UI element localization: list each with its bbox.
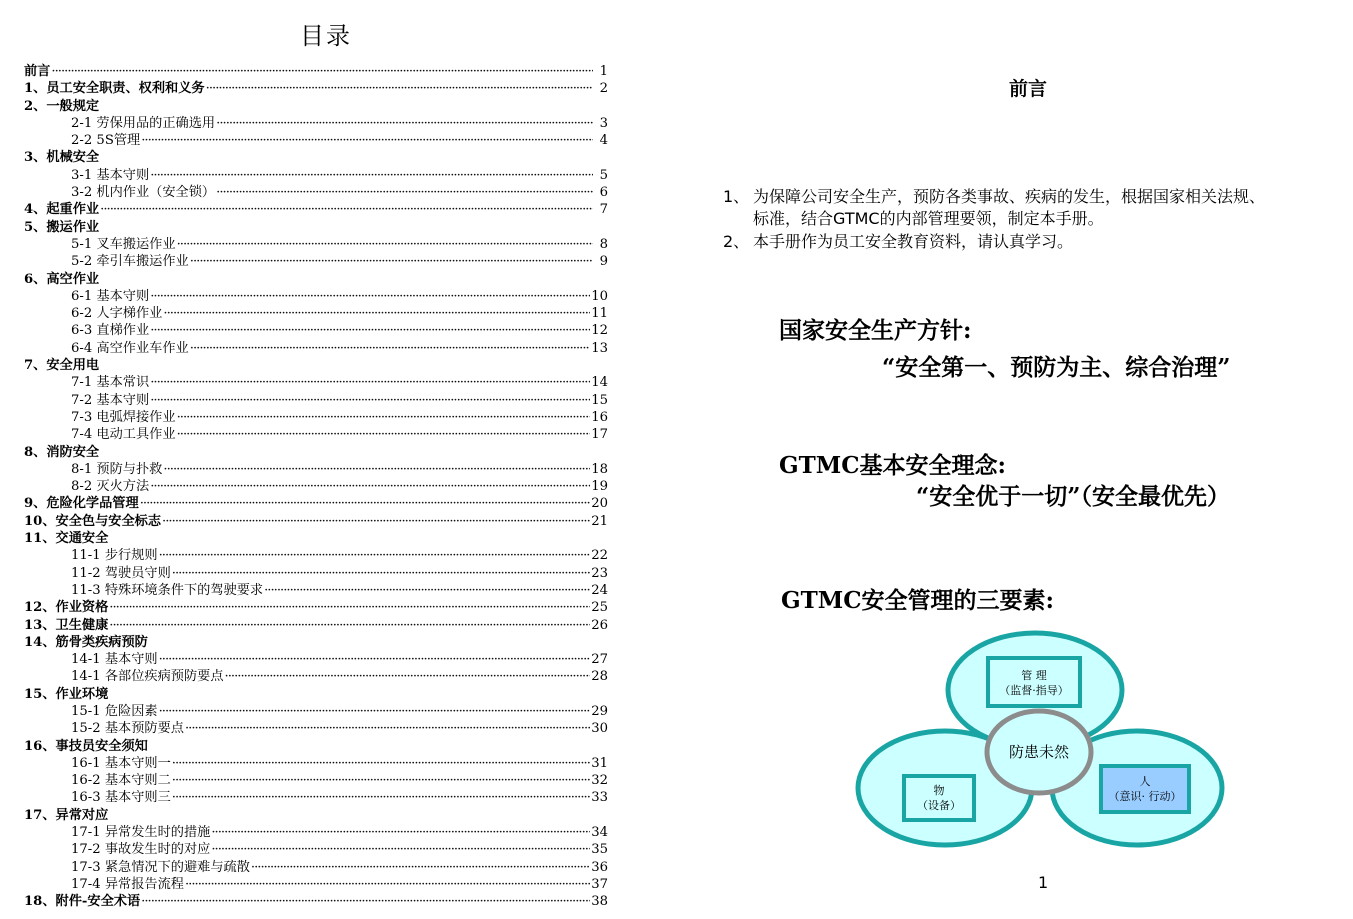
toc-entry-text: 6-3 直梯作业: [71, 323, 150, 339]
toc-entry-text: 前言: [24, 64, 51, 79]
toc-entry-page: 10: [591, 288, 608, 304]
toc-entry: [24, 305, 608, 322]
toc-entry-text: 16-1 基本守则一: [71, 755, 171, 771]
toc-entry-page: 4: [599, 133, 608, 149]
preface-title: 前言: [1009, 78, 1048, 100]
toc-entry: [24, 461, 608, 478]
toc-entry: [24, 651, 608, 668]
toc-page: [0, 0, 640, 919]
toc-leader-dots: [211, 824, 590, 841]
toc-entry: [24, 288, 608, 305]
toc-entry-text: 11、交通安全: [24, 531, 109, 547]
toc-entry-text: 7-2 基本守则: [71, 392, 150, 408]
toc-leader-dots: [251, 859, 590, 876]
label-equipment-sub: （设备）: [917, 799, 961, 812]
toc-entry-page: 14: [591, 375, 608, 391]
toc-entry-text: 14-1 基本守则: [71, 652, 158, 668]
toc-leader-dots: [216, 184, 593, 201]
toc-entry: [24, 565, 608, 582]
toc-list: [24, 63, 608, 911]
toc-leader-dots: [185, 876, 590, 893]
toc-entry-page: 6: [599, 185, 608, 201]
toc-entry: [24, 167, 608, 184]
toc-entry: [24, 720, 608, 737]
toc-entry: [24, 703, 608, 720]
toc-entry: [24, 115, 608, 132]
preface-item-2: [723, 231, 1073, 253]
toc-entry-page: 34: [591, 825, 608, 841]
toc-leader-dots: [177, 236, 593, 253]
preface-item-text-line2: 标准，结合GTMC的内部管理要领，制定本手册。: [753, 209, 1104, 228]
toc-entry-page: 15: [591, 392, 608, 408]
toc-entry: [24, 824, 608, 841]
toc-entry-text: 8-2 灭火方法: [71, 479, 150, 495]
toc-leader-dots: [159, 703, 591, 720]
label-center: 防患未然: [1008, 743, 1070, 761]
toc-entry-page: 5: [599, 167, 608, 183]
toc-entry-text: 14、筋骨类疾病预防: [24, 634, 148, 650]
toc-leader-dots: [150, 478, 590, 495]
toc-entry: [24, 772, 608, 789]
toc-entry-text: 15、作业环境: [24, 686, 109, 702]
toc-leader-dots: [172, 789, 590, 806]
toc-entry-text: 7、安全用电: [24, 358, 100, 374]
toc-entry-page: 26: [591, 617, 608, 633]
toc-entry-text: 17-1 异常发生时的措施: [71, 825, 211, 841]
toc-leader-dots: [159, 547, 591, 564]
concept-label: GTMC基本安全理念:: [779, 452, 1007, 479]
label-equipment: 物: [933, 784, 945, 797]
toc-entry: [24, 478, 608, 495]
toc-entry-page: 19: [591, 479, 608, 495]
toc-leader-dots: [159, 651, 591, 668]
toc-entry-page: 28: [591, 669, 608, 685]
toc-entry-text: 9、危险化学品管理: [24, 496, 139, 512]
toc-entry-page: 21: [591, 513, 608, 529]
toc-entry-text: 7-1 基本常识: [71, 375, 150, 391]
toc-entry: [24, 841, 608, 858]
toc-entry-page: 36: [591, 859, 608, 875]
toc-entry-text: 5-2 牵引车搬运作业: [71, 254, 189, 270]
toc-leader-dots: [51, 63, 593, 80]
toc-entry: [24, 686, 608, 703]
toc-leader-dots: [177, 409, 591, 426]
toc-leader-dots: [225, 668, 591, 685]
preface-item-text-line1: 为保障公司安全生产，预防各类事故、疾病的发生，根据国家相关法规、: [753, 187, 1266, 206]
toc-leader-dots: [163, 305, 590, 322]
preface-item-number: 2、: [723, 232, 750, 251]
toc-leader-dots: [141, 132, 593, 149]
toc-entry: [24, 409, 608, 426]
toc-entry-text: 8-1 预防与扑救: [71, 461, 163, 477]
toc-entry: [24, 859, 608, 876]
toc-entry: [24, 495, 608, 512]
toc-entry-text: 17-4 异常报告流程: [71, 876, 184, 892]
toc-entry-page: 30: [591, 721, 608, 737]
label-management: 管 理: [1021, 669, 1047, 682]
toc-entry: [24, 271, 608, 288]
toc-leader-dots: [100, 201, 593, 218]
toc-entry: [24, 357, 608, 374]
policy-label: 国家安全生产方针:: [779, 317, 972, 344]
toc-leader-dots: [172, 772, 590, 789]
toc-leader-dots: [190, 253, 593, 270]
toc-leader-dots: [172, 565, 590, 582]
label-people: 人: [1139, 775, 1151, 788]
toc-entry: [24, 253, 608, 270]
box-people: [1101, 766, 1189, 812]
toc-entry: [24, 530, 608, 547]
toc-entry: [24, 149, 608, 166]
toc-entry: [24, 738, 608, 755]
toc-entry-text: 17、异常对应: [24, 807, 109, 823]
preface-item-number: 1、: [723, 187, 750, 206]
toc-entry: [24, 322, 608, 339]
toc-entry-text: 8、消防安全: [24, 444, 100, 460]
toc-entry-page: 23: [591, 565, 608, 581]
toc-entry-page: 31: [591, 755, 608, 771]
toc-entry-page: 3: [599, 115, 608, 131]
toc-entry: [24, 668, 608, 685]
toc-leader-dots: [141, 893, 590, 910]
toc-entry-page: 11: [591, 306, 608, 322]
toc-entry-text: 6、高空作业: [24, 271, 100, 287]
toc-entry: [24, 807, 608, 824]
toc-entry-text: 17-3 紧急情况下的避难与疏散: [71, 859, 250, 875]
toc-entry-text: 5-1 叉车搬运作业: [71, 236, 176, 252]
toc-entry-text: 11-3 特殊环境条件下的驾驶要求: [71, 582, 264, 598]
label-management-sub: （监督·指导）: [999, 684, 1069, 697]
toc-entry-text: 3-1 基本守则: [71, 167, 150, 183]
toc-entry: [24, 219, 608, 236]
toc-entry: [24, 63, 608, 80]
toc-entry-text: 1、员工安全职责、权利和义务: [24, 81, 205, 97]
toc-entry-page: 35: [591, 842, 608, 858]
policy-text: “安全第一、预防为主、综合治理”: [882, 354, 1231, 381]
toc-entry-text: 14-1 各部位疾病预防要点: [71, 669, 224, 685]
toc-leader-dots: [150, 374, 590, 391]
toc-entry-text: 6-4 高空作业车作业: [71, 340, 189, 356]
toc-leader-dots: [150, 322, 590, 339]
toc-entry: [24, 617, 608, 634]
three-elements-diagram: [855, 628, 1225, 860]
toc-leader-dots: [177, 426, 591, 443]
toc-entry: [24, 392, 608, 409]
toc-entry-text: 10、安全色与安全标志: [24, 513, 162, 529]
toc-entry: [24, 893, 608, 910]
toc-entry: [24, 755, 608, 772]
toc-leader-dots: [140, 495, 591, 512]
toc-entry: [24, 201, 608, 218]
toc-entry-text: 15-1 危险因素: [71, 703, 158, 719]
toc-entry-text: 6-2 人字梯作业: [71, 306, 163, 322]
toc-entry-page: 2: [599, 81, 608, 97]
toc-entry-page: 12: [591, 323, 608, 339]
toc-entry-text: 3、机械安全: [24, 150, 100, 166]
toc-entry: [24, 184, 608, 201]
toc-entry: [24, 599, 608, 616]
toc-entry: [24, 876, 608, 893]
toc-leader-dots: [185, 720, 590, 737]
toc-entry-text: 7-3 电弧焊接作业: [71, 409, 176, 425]
page-number: 1: [1038, 873, 1049, 892]
toc-leader-dots: [206, 80, 593, 97]
toc-entry: [24, 374, 608, 391]
toc-title: 目录: [300, 22, 352, 50]
toc-entry-text: 3-2 机内作业（安全锁）: [71, 185, 216, 201]
toc-entry: [24, 634, 608, 651]
toc-leader-dots: [109, 617, 590, 634]
toc-entry-page: 22: [591, 548, 608, 564]
toc-entry-text: 16-3 基本守则三: [71, 790, 171, 806]
toc-leader-dots: [150, 288, 590, 305]
toc-leader-dots: [190, 340, 590, 357]
toc-entry-text: 16、事技员安全须知: [24, 738, 148, 754]
label-people-sub: （意识· 行动）: [1108, 790, 1182, 803]
toc-entry-page: 33: [591, 790, 608, 806]
toc-entry-text: 18、附件-安全术语: [24, 894, 141, 910]
toc-entry: [24, 340, 608, 357]
toc-leader-dots: [264, 582, 590, 599]
toc-entry-page: 20: [591, 496, 608, 512]
preface-item-text: 本手册作为员工安全教育资料，请认真学习。: [753, 232, 1074, 251]
toc-entry-page: 32: [591, 773, 608, 789]
toc-leader-dots: [172, 755, 590, 772]
toc-entry-text: 13、卫生健康: [24, 617, 109, 633]
toc-entry-text: 2、一般规定: [24, 98, 100, 114]
toc-leader-dots: [163, 461, 590, 478]
toc-entry: [24, 513, 608, 530]
toc-entry-text: 6-1 基本守则: [71, 288, 150, 304]
elements-label: GTMC安全管理的三要素:: [781, 587, 1055, 614]
toc-entry-text: 5、搬运作业: [24, 219, 100, 235]
toc-entry-page: 37: [591, 876, 608, 892]
toc-entry: [24, 236, 608, 253]
toc-entry-text: 11-2 驾驶员守则: [71, 565, 171, 581]
toc-leader-dots: [162, 513, 590, 530]
toc-entry-text: 17-2 事故发生时的对应: [71, 842, 211, 858]
toc-leader-dots: [216, 115, 593, 132]
box-management: [988, 658, 1080, 706]
toc-entry-text: 16-2 基本守则二: [71, 773, 171, 789]
toc-entry-page: 17: [591, 427, 608, 443]
toc-entry-page: 13: [591, 340, 608, 356]
preface-item-1: [723, 186, 1343, 230]
toc-entry-text: 2-2 5S管理: [71, 133, 141, 149]
toc-entry-page: 9: [599, 254, 608, 270]
toc-entry: [24, 789, 608, 806]
toc-entry-page: 7: [599, 202, 608, 218]
preface-page: [680, 0, 1353, 919]
toc-entry: [24, 582, 608, 599]
toc-entry-text: 2-1 劳保用品的正确选用: [71, 115, 216, 131]
toc-entry-text: 12、作业资格: [24, 600, 109, 616]
toc-entry-page: 1: [599, 64, 608, 79]
toc-entry-page: 8: [599, 236, 608, 252]
toc-entry-page: 27: [591, 652, 608, 668]
toc-entry-page: 24: [591, 582, 608, 598]
toc-leader-dots: [150, 392, 590, 409]
concept-text: “安全优于一切”（安全最优先）: [916, 483, 1230, 510]
toc-entry-page: 16: [591, 409, 608, 425]
box-equipment: [904, 776, 974, 820]
toc-entry-text: 11-1 步行规则: [71, 548, 158, 564]
toc-entry-text: 15-2 基本预防要点: [71, 721, 184, 737]
toc-entry-page: 29: [591, 703, 608, 719]
toc-entry-text: 7-4 电动工具作业: [71, 427, 176, 443]
toc-entry-text: 4、起重作业: [24, 202, 100, 218]
toc-entry: [24, 80, 608, 97]
toc-entry-page: 18: [591, 461, 608, 477]
toc-leader-dots: [211, 841, 590, 858]
toc-entry: [24, 547, 608, 564]
toc-entry: [24, 132, 608, 149]
toc-entry: [24, 98, 608, 115]
toc-leader-dots: [109, 599, 590, 616]
toc-entry-page: 38: [591, 894, 608, 910]
toc-entry-page: 25: [591, 600, 608, 616]
toc-entry: [24, 444, 608, 461]
toc-entry: [24, 426, 608, 443]
toc-leader-dots: [150, 167, 593, 184]
